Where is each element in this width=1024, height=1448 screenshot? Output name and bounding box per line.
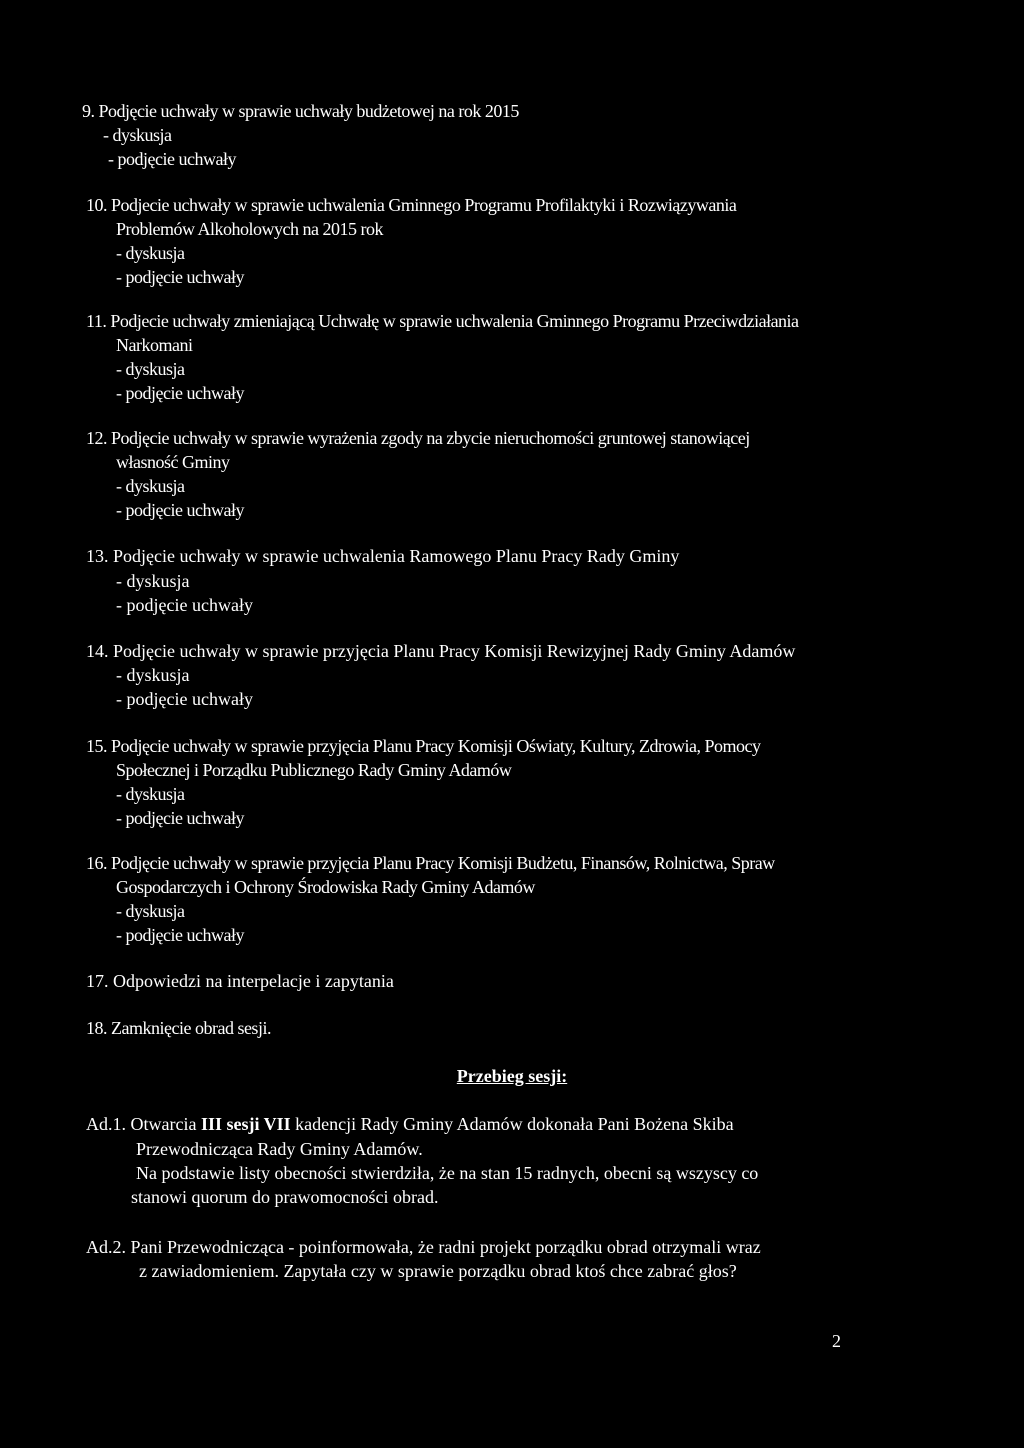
section-title: Przebieg sesji: bbox=[456, 1066, 568, 1086]
agenda-item-11-title: 11. Podjecie uchwały zmieniającą Uchwałę w sprawie uchwalenia Gminnego Programu Przeciwdziałania bbox=[86, 311, 799, 331]
ad1-prefix: Ad.1. Otwarcia bbox=[86, 1114, 201, 1134]
page-number: 2 bbox=[832, 1331, 841, 1351]
ad2-line-1: Ad.2. Pani Przewodnicząca - poinformowała, że radni projekt porządku obrad otrzymali wraz bbox=[86, 1237, 761, 1257]
agenda-item-13-resolution: - podjęcie uchwały bbox=[116, 595, 253, 615]
agenda-item-15-resolution: - podjęcie uchwały bbox=[116, 808, 244, 828]
agenda-item-14-resolution: - podjęcie uchwały bbox=[116, 689, 253, 709]
ad2-line-2: z zawiadomieniem. Zapytała czy w sprawie porządku obrad ktoś chce zabrać głos? bbox=[139, 1261, 737, 1281]
ad1-line-4: stanowi quorum do prawomocności obrad. bbox=[131, 1187, 439, 1207]
ad1-line-2: Przewodnicząca Rady Gminy Adamów. bbox=[136, 1139, 423, 1159]
agenda-item-18-title: 18. Zamknięcie obrad sesji. bbox=[86, 1018, 271, 1038]
agenda-item-15-title-cont: Społecznej i Porządku Publicznego Rady Gminy Adamów bbox=[116, 760, 512, 780]
agenda-item-11-discussion: - dyskusja bbox=[116, 359, 185, 379]
agenda-item-15-title: 15. Podjęcie uchwały w sprawie przyjęcia Planu Pracy Komisji Oświaty, Kultury, Zdrowia, Pomocy bbox=[86, 736, 761, 756]
agenda-item-12-discussion: - dyskusja bbox=[116, 476, 185, 496]
agenda-item-14-discussion: - dyskusja bbox=[116, 665, 190, 685]
agenda-item-13-discussion: - dyskusja bbox=[116, 571, 190, 591]
agenda-item-9-title: 9. Podjęcie uchwały w sprawie uchwały budżetowej na rok 2015 bbox=[82, 101, 519, 121]
agenda-item-14-title: 14. Podjęcie uchwały w sprawie przyjęcia Planu Pracy Komisji Rewizyjnej Rady Gminy Adamów bbox=[86, 641, 796, 661]
agenda-item-11-title-cont: Narkomani bbox=[116, 335, 193, 355]
agenda-item-16-title: 16. Podjęcie uchwały w sprawie przyjęcia Planu Pracy Komisji Budżetu, Finansów, Rolnictwa, Spraw bbox=[86, 853, 775, 873]
agenda-item-13-title: 13. Podjęcie uchwały w sprawie uchwalenia Ramowego Planu Pracy Rady Gminy bbox=[86, 546, 680, 566]
agenda-item-16-resolution: - podjęcie uchwały bbox=[116, 925, 244, 945]
agenda-item-16-discussion: - dyskusja bbox=[116, 901, 185, 921]
agenda-item-9-discussion: - dyskusja bbox=[103, 125, 172, 145]
agenda-item-10-resolution: - podjęcie uchwały bbox=[116, 267, 244, 287]
agenda-item-12-title-cont: własność Gminy bbox=[116, 452, 230, 472]
agenda-item-17-title: 17. Odpowiedzi na interpelacje i zapytania bbox=[86, 971, 394, 991]
agenda-item-10-discussion: - dyskusja bbox=[116, 243, 185, 263]
agenda-item-11-resolution: - podjęcie uchwały bbox=[116, 383, 244, 403]
ad1-line-1 bbox=[86, 1113, 734, 1135]
agenda-item-12-title: 12. Podjęcie uchwały w sprawie wyrażenia zgody na zbycie nieruchomości gruntowej stanowiącej bbox=[86, 428, 750, 448]
ad1-middle: kadencji Rady Gminy Adamów dokonała Pani Bożena Skiba bbox=[290, 1114, 734, 1134]
agenda-item-15-discussion: - dyskusja bbox=[116, 784, 185, 804]
ad1-line-3: Na podstawie listy obecności stwierdziła, że na stan 15 radnych, obecni są wszyscy co bbox=[136, 1163, 759, 1183]
ad1-session-bold: III sesji VII bbox=[200, 1114, 291, 1134]
agenda-item-16-title-cont: Gospodarczych i Ochrony Środowiska Rady Gminy Adamów bbox=[116, 877, 535, 897]
agenda-item-12-resolution: - podjęcie uchwały bbox=[116, 500, 244, 520]
agenda-item-10-title-cont: Problemów Alkoholowych na 2015 rok bbox=[116, 219, 383, 239]
agenda-item-10-title: 10. Podjecie uchwały w sprawie uchwalenia Gminnego Programu Profilaktyki i Rozwiązywania bbox=[86, 195, 737, 215]
agenda-item-9-resolution: - podjęcie uchwały bbox=[108, 149, 236, 169]
